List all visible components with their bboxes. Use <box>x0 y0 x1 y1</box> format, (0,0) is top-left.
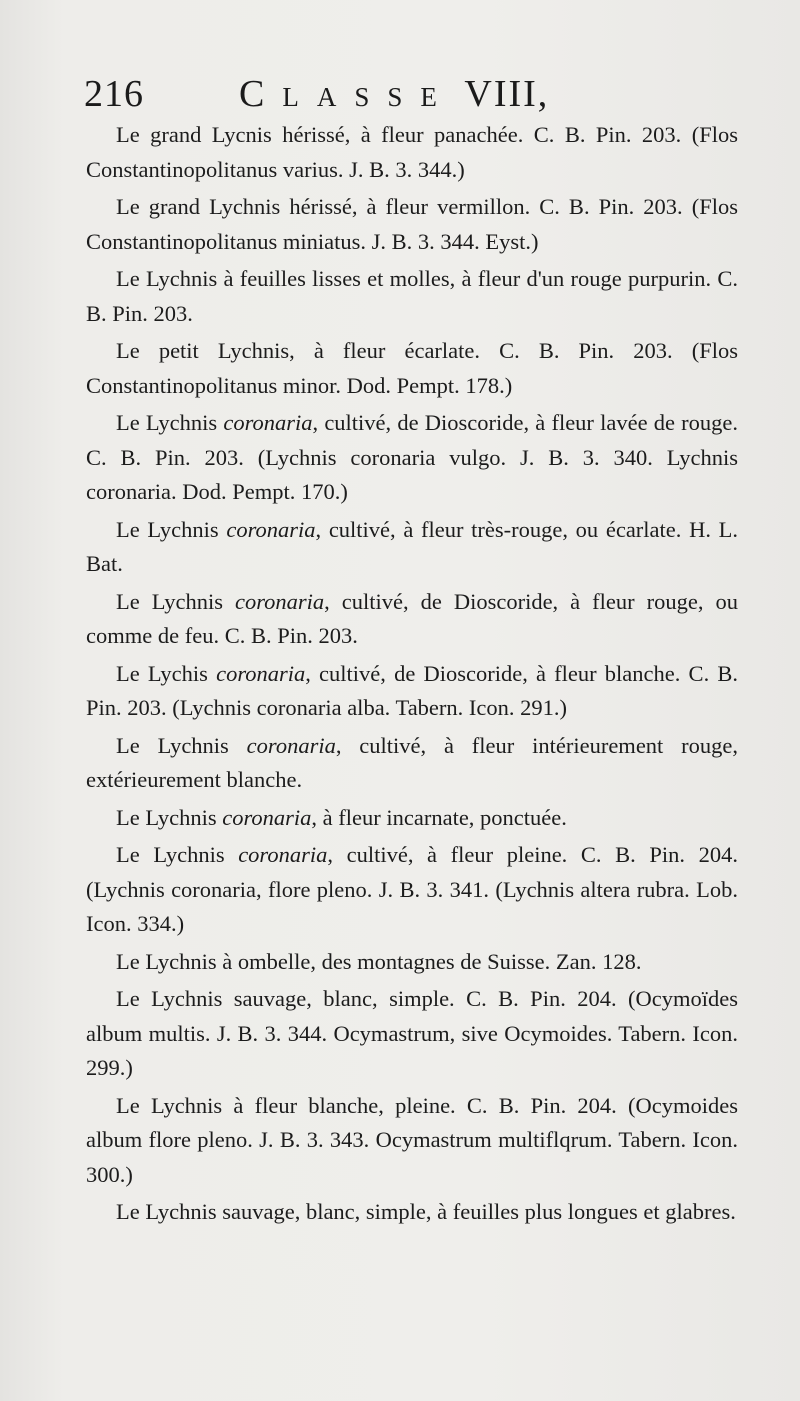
running-head <box>239 72 549 116</box>
entry: Le Lychnis coronaria, cultivé, à fleur très-rouge, ou écarlate. H. L. Bat. <box>86 516 738 576</box>
running-head-numeral: VIII, <box>464 73 550 115</box>
body-text <box>86 118 738 1233</box>
entry: Le Lychnis coronaria, cultivé, de Dioscoride, à fleur rouge, ou comme de feu. C. B. Pin. 203. <box>86 588 738 648</box>
entry: Le Lychis coronaria, cultivé, de Dioscoride, à fleur blanche. C. B. Pin. 203. (Lychnis coronaria alba. Tabern. Icon. 291.) <box>86 660 738 720</box>
entry: Le Lychnis coronaria, cultivé, à fleur pleine. C. B. Pin. 204. (Lychnis coronaria, flore pleno. J. B. 3. 341. (Lychnis altera rubra. Lob. Icon. 334.) <box>86 842 738 936</box>
entry: Le Lychnis à ombelle, des montagnes de Suisse. Zan. 128. <box>116 948 642 974</box>
entry: Le Lychnis à fleur blanche, pleine. C. B. Pin. 204. (Ocymoides album flore pleno. J. B. 3. 343. Ocymastrum multiflqrum. Tabern. Icon. 300.) <box>86 1092 738 1187</box>
entry: Le Lychnis à feuilles lisses et molles, à fleur d'un rouge purpurin. C. B. Pin. 203. <box>86 266 738 326</box>
entry: Le grand Lychnis hérissé, à fleur vermillon. C. B. Pin. 203. (Flos Constantinopolitanus miniatus. J. B. 3. 344. Eyst.) <box>86 194 738 254</box>
entry: Le Lychnis coronaria, à fleur incarnate, ponctuée. <box>116 804 567 830</box>
entry: Le Lychnis sauvage, blanc, simple, à feuilles plus longues et glabres. <box>116 1199 736 1224</box>
page-header <box>84 72 744 120</box>
entry: Le Lychnis coronaria, cultivé, à fleur intérieurement rouge, extérieurement blanche. <box>86 732 738 792</box>
page-number: 216 <box>84 73 144 115</box>
entry: Le Lychnis sauvage, blanc, simple. C. B. Pin. 204. (Ocymoïdes album multis. J. B. 3. 344. Ocymastrum, sive Ocymoides. Tabern. Icon. 299.) <box>86 986 738 1080</box>
entry: Le Lychnis coronaria, cultivé, de Dioscoride, à fleur lavée de rouge. C. B. Pin. 203. (Lychnis coronaria vulgo. J. B. 3. 340. Lychnis coronaria. Dod. Pempt. 170.) <box>86 410 739 504</box>
running-head-initial: C <box>239 73 283 115</box>
running-head-word: LASSE <box>282 82 455 112</box>
entry: Le petit Lychnis, à fleur écarlate. C. B. Pin. 203. (Flos Constantinopolitanus minor. Dod. Pempt. 178.) <box>86 338 738 398</box>
entry: Le grand Lycnis hérissé, à fleur panachée. C. B. Pin. 203. (Flos Constantinopolitanus varius. J. B. 3. 344.) <box>86 122 738 182</box>
